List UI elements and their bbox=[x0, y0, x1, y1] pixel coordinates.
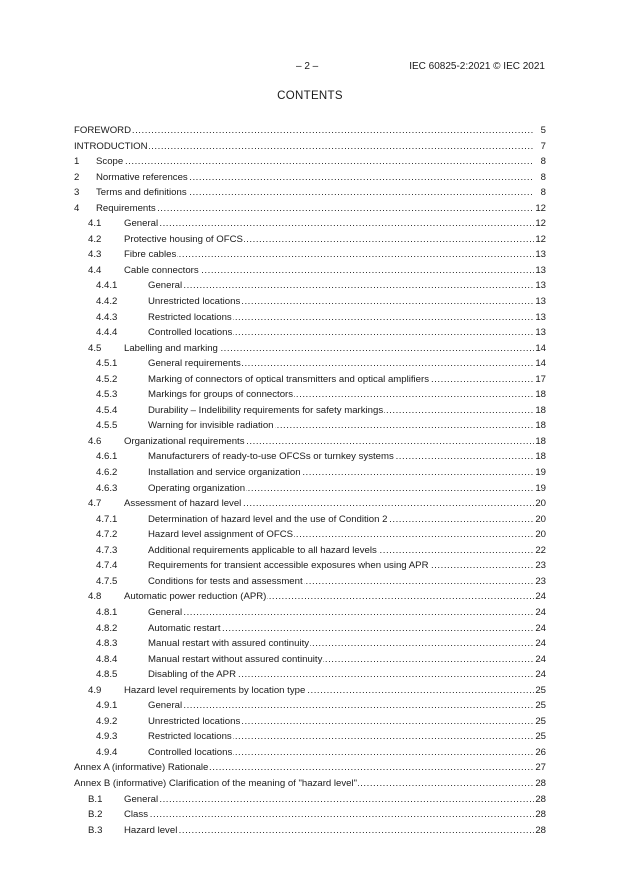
toc-entry-page: 5 bbox=[540, 125, 546, 136]
toc-entry-title: Requirements bbox=[96, 202, 156, 214]
toc-entry-title: Disabling of the APR bbox=[148, 669, 236, 681]
toc-entry-title: INTRODUCTION bbox=[74, 140, 148, 152]
toc-entry[interactable] bbox=[74, 449, 546, 465]
toc-entry-leader bbox=[148, 403, 534, 419]
toc-entry-title: Labelling and marking bbox=[124, 342, 218, 354]
toc-entry-title: Annex B (informative) Clarification of the meaning of "hazard level" bbox=[74, 777, 358, 789]
toc-entry-leader bbox=[148, 481, 534, 497]
toc-entry[interactable] bbox=[74, 465, 546, 481]
toc-entry-title: Restricted locations bbox=[148, 311, 232, 323]
toc-entry-title: General bbox=[148, 700, 183, 712]
toc-entry-number: 4.5.1 bbox=[96, 356, 117, 372]
toc-entry-leader bbox=[148, 621, 534, 637]
toc-entry-number: 4.7.5 bbox=[96, 574, 117, 590]
toc-entry-leader bbox=[148, 729, 534, 745]
toc-entry[interactable] bbox=[74, 341, 546, 357]
toc-entry[interactable] bbox=[74, 356, 546, 372]
toc-entry-leader bbox=[96, 154, 534, 170]
toc-entry-leader bbox=[74, 123, 534, 139]
toc-entry-page: 28 bbox=[535, 824, 546, 836]
toc-entry[interactable] bbox=[74, 481, 546, 497]
toc-entry[interactable] bbox=[74, 729, 546, 745]
toc-entry[interactable] bbox=[74, 496, 546, 512]
toc-entry-leader bbox=[124, 263, 534, 279]
toc-entry-page: 12 bbox=[535, 202, 546, 214]
toc-entry-number: 4.4.2 bbox=[96, 294, 117, 310]
toc-entry-number: 4.7.2 bbox=[96, 527, 117, 543]
toc-entry[interactable] bbox=[74, 216, 546, 232]
toc-entry-leader bbox=[148, 714, 534, 730]
toc-entry-page: 25 bbox=[535, 731, 546, 743]
toc-entry-page: 20 bbox=[535, 529, 546, 541]
toc-entry-title: FOREWORD bbox=[74, 125, 132, 136]
toc-entry-leader bbox=[148, 527, 534, 543]
toc-entry-number: 4.6.2 bbox=[96, 465, 117, 481]
toc-entry-leader bbox=[96, 170, 534, 186]
toc-entry-leader bbox=[148, 636, 534, 652]
toc-entry[interactable] bbox=[74, 698, 546, 714]
toc-entry-title: Annex A (informative) Rationale bbox=[74, 762, 209, 774]
toc-entry[interactable] bbox=[74, 636, 546, 652]
toc-entry-number: 4.8.4 bbox=[96, 652, 117, 668]
toc-entry-leader bbox=[148, 574, 534, 590]
toc-entry[interactable] bbox=[74, 589, 546, 605]
toc-entry-title: General requirements bbox=[148, 358, 241, 370]
toc-entry-leader bbox=[148, 356, 534, 372]
toc-entry-page: 20 bbox=[535, 513, 546, 525]
toc-entry-page: 14 bbox=[535, 358, 546, 370]
toc-entry-number: 4.9.4 bbox=[96, 745, 117, 761]
page-title: CONTENTS bbox=[277, 90, 343, 102]
toc-entry-page: 28 bbox=[535, 809, 546, 821]
toc-entry[interactable] bbox=[74, 714, 546, 730]
toc-entry-leader bbox=[148, 387, 534, 403]
toc-entry-page: 18 bbox=[535, 451, 546, 463]
toc-entry[interactable] bbox=[74, 574, 546, 590]
toc-entry-title: Class bbox=[124, 809, 148, 821]
toc-entry-number: 4.5.4 bbox=[96, 403, 117, 419]
toc-entry[interactable] bbox=[74, 372, 546, 388]
toc-entry-title: General bbox=[124, 793, 159, 805]
toc-entry-leader bbox=[124, 434, 534, 450]
toc-entry-page: 25 bbox=[535, 700, 546, 712]
toc-entry[interactable] bbox=[74, 263, 546, 279]
toc-entry-title: Hazard level assignment of OFCS bbox=[148, 529, 294, 541]
document-id: IEC 60825-2:2021 © IEC 2021 bbox=[409, 61, 545, 72]
toc-entry-title: Automatic restart bbox=[148, 622, 221, 634]
toc-entry-leader bbox=[124, 792, 534, 808]
toc-entry-page: 25 bbox=[535, 684, 546, 696]
toc-entry-number: 1 bbox=[74, 154, 79, 170]
toc-entry-leader bbox=[124, 232, 534, 248]
toc-entry-leader bbox=[124, 807, 534, 823]
toc-entry-title: Fibre cables bbox=[124, 249, 177, 261]
toc-entry[interactable] bbox=[74, 792, 546, 808]
toc-entry-page: 24 bbox=[535, 669, 546, 681]
toc-entry-number: 4.6.1 bbox=[96, 449, 117, 465]
toc-entry[interactable] bbox=[74, 667, 546, 683]
toc-entry-title: General bbox=[124, 218, 159, 230]
toc-entry-title: Controlled locations bbox=[148, 746, 233, 758]
toc-entry-leader bbox=[148, 745, 534, 761]
toc-entry-title: Warning for invisible radiation bbox=[148, 420, 274, 432]
toc-entry-title: Cable connectors bbox=[124, 264, 199, 276]
toc-entry[interactable] bbox=[74, 154, 546, 170]
toc-entry-number: 4.8.2 bbox=[96, 621, 117, 637]
toc-entry-title: Controlled locations bbox=[148, 327, 233, 339]
toc-entry-leader bbox=[148, 558, 534, 574]
toc-entry-number: 4.7.1 bbox=[96, 512, 117, 528]
toc-entry-page: 22 bbox=[535, 544, 546, 556]
toc-entry-leader bbox=[74, 139, 534, 155]
toc-entry[interactable] bbox=[74, 745, 546, 761]
toc-entry-number: B.2 bbox=[88, 807, 102, 823]
toc-entry-page: 24 bbox=[535, 606, 546, 618]
toc-entry-number: 4.1 bbox=[88, 216, 101, 232]
toc-entry-page: 27 bbox=[535, 762, 546, 774]
toc-entry-page: 19 bbox=[535, 467, 546, 479]
toc-entry[interactable] bbox=[74, 294, 546, 310]
toc-entry-leader bbox=[148, 294, 534, 310]
toc-entry-leader bbox=[96, 201, 534, 217]
toc-entry-leader bbox=[148, 449, 534, 465]
toc-entry-leader bbox=[74, 776, 534, 792]
toc-entry-number: 4.5.3 bbox=[96, 387, 117, 403]
toc-entry-number: 4.8 bbox=[88, 589, 101, 605]
toc-entry[interactable] bbox=[74, 512, 546, 528]
page-number: – 2 – bbox=[296, 61, 319, 72]
toc-entry-leader bbox=[148, 543, 534, 559]
toc-entry-number: 4.5.5 bbox=[96, 418, 117, 434]
table-of-contents bbox=[74, 123, 546, 838]
toc-entry[interactable] bbox=[74, 434, 546, 450]
toc-entry-number: 4.6 bbox=[88, 434, 101, 450]
toc-entry[interactable] bbox=[74, 652, 546, 668]
toc-entry-page: 23 bbox=[535, 560, 546, 572]
toc-entry-page: 13 bbox=[535, 296, 546, 308]
toc-entry-title: Unrestricted locations bbox=[148, 296, 241, 308]
toc-entry-page: 18 bbox=[535, 420, 546, 432]
toc-entry-number: 4.9.3 bbox=[96, 729, 117, 745]
toc-entry-leader bbox=[124, 589, 534, 605]
toc-entry-number: 4.2 bbox=[88, 232, 101, 248]
toc-entry[interactable] bbox=[74, 605, 546, 621]
toc-entry-leader bbox=[124, 683, 534, 699]
toc-entry-title: General bbox=[148, 280, 183, 292]
toc-entry-number: 4.7 bbox=[88, 496, 101, 512]
toc-entry-title: Marking of connectors of optical transmitters and optical amplifiers bbox=[148, 373, 430, 385]
toc-entry-number: 4.9.1 bbox=[96, 698, 117, 714]
toc-entry[interactable] bbox=[74, 170, 546, 186]
toc-entry-title: Automatic power reduction (APR) bbox=[124, 591, 267, 603]
toc-entry-number: 4.4.3 bbox=[96, 310, 117, 326]
toc-entry-title: Operating organization bbox=[148, 482, 246, 494]
toc-entry[interactable] bbox=[74, 139, 546, 155]
toc-entry-page: 19 bbox=[535, 482, 546, 494]
toc-entry-page: 18 bbox=[535, 389, 546, 401]
toc-entry-number: 4.8.5 bbox=[96, 667, 117, 683]
toc-entry-number: 3 bbox=[74, 185, 79, 201]
toc-entry[interactable] bbox=[74, 527, 546, 543]
toc-entry-number: 4.5 bbox=[88, 341, 101, 357]
toc-entry-title: Hazard level bbox=[124, 824, 178, 836]
toc-entry-page: 28 bbox=[535, 777, 546, 789]
toc-entry[interactable] bbox=[74, 232, 546, 248]
toc-entry-number: 4.3 bbox=[88, 247, 101, 263]
toc-entry-page: 24 bbox=[535, 591, 546, 603]
toc-entry-number: 4.5.2 bbox=[96, 372, 117, 388]
toc-entry-number: B.3 bbox=[88, 823, 102, 839]
toc-entry-title: Assessment of hazard level bbox=[124, 498, 242, 510]
toc-entry-number: 4.7.3 bbox=[96, 543, 117, 559]
toc-entry-number: 4.4 bbox=[88, 263, 101, 279]
toc-entry-page: 25 bbox=[535, 715, 546, 727]
toc-entry-title: Determination of hazard level and the use of Condition 2 bbox=[148, 513, 388, 525]
toc-entry[interactable] bbox=[74, 776, 546, 792]
toc-entry[interactable] bbox=[74, 760, 546, 776]
toc-entry-leader bbox=[148, 652, 534, 668]
toc-entry-page: 26 bbox=[535, 746, 546, 758]
toc-entry[interactable] bbox=[74, 278, 546, 294]
toc-entry-page: 8 bbox=[540, 171, 546, 183]
toc-entry-page: 7 bbox=[540, 140, 546, 152]
toc-entry-page: 24 bbox=[535, 638, 546, 650]
toc-entry[interactable] bbox=[74, 403, 546, 419]
toc-entry-page: 23 bbox=[535, 575, 546, 587]
toc-entry-title: Manufacturers of ready-to-use OFCSs or turnkey systems bbox=[148, 451, 394, 463]
toc-entry-title: Conditions for tests and assessment bbox=[148, 575, 303, 587]
toc-entry-number: 4 bbox=[74, 201, 79, 217]
toc-entry-title: Hazard level requirements by location type bbox=[124, 684, 306, 696]
toc-entry-leader bbox=[74, 760, 534, 776]
toc-entry-title: Requirements for transient accessible exposures when using APR bbox=[148, 560, 429, 572]
toc-entry-page: 20 bbox=[535, 498, 546, 510]
toc-entry-leader bbox=[124, 341, 534, 357]
toc-entry-title: General bbox=[148, 606, 183, 618]
toc-entry-leader bbox=[148, 325, 534, 341]
toc-entry-number: 2 bbox=[74, 170, 79, 186]
toc-entry-page: 24 bbox=[535, 622, 546, 634]
toc-entry-page: 17 bbox=[535, 373, 546, 385]
toc-entry-leader bbox=[148, 465, 534, 481]
toc-entry-title: Unrestricted locations bbox=[148, 715, 241, 727]
toc-entry-title: Organizational requirements bbox=[124, 435, 245, 447]
toc-entry[interactable] bbox=[74, 325, 546, 341]
toc-entry[interactable] bbox=[74, 621, 546, 637]
toc-entry[interactable] bbox=[74, 683, 546, 699]
toc-entry-title: Restricted locations bbox=[148, 731, 232, 743]
toc-entry-leader bbox=[148, 278, 534, 294]
toc-entry[interactable] bbox=[74, 201, 546, 217]
toc-entry-leader bbox=[96, 185, 534, 201]
toc-entry[interactable] bbox=[74, 123, 546, 139]
toc-entry[interactable] bbox=[74, 387, 546, 403]
toc-entry-leader bbox=[148, 310, 534, 326]
toc-entry-number: 4.9.2 bbox=[96, 714, 117, 730]
toc-entry-leader bbox=[124, 496, 534, 512]
toc-entry-leader bbox=[124, 823, 534, 839]
toc-entry-page: 13 bbox=[535, 264, 546, 276]
toc-entry[interactable] bbox=[74, 823, 546, 839]
toc-entry-leader bbox=[124, 216, 534, 232]
toc-entry-title: Durability – Indelibility requirements for safety markings bbox=[148, 404, 384, 416]
toc-entry-number: 4.7.4 bbox=[96, 558, 117, 574]
toc-entry-title: Installation and service organization bbox=[148, 467, 301, 479]
toc-entry[interactable] bbox=[74, 418, 546, 434]
toc-entry-title: Manual restart with assured continuity bbox=[148, 638, 310, 650]
toc-entry-page: 8 bbox=[540, 187, 546, 199]
toc-entry-leader bbox=[148, 372, 534, 388]
toc-entry-number: 4.4.4 bbox=[96, 325, 117, 341]
toc-entry[interactable] bbox=[74, 558, 546, 574]
toc-entry-page: 14 bbox=[535, 342, 546, 354]
toc-entry-leader bbox=[124, 247, 534, 263]
toc-entry-leader bbox=[148, 698, 534, 714]
toc-entry-title: Manual restart without assured continuity bbox=[148, 653, 323, 665]
toc-entry-leader bbox=[148, 418, 534, 434]
toc-entry[interactable] bbox=[74, 807, 546, 823]
toc-entry-title: Terms and definitions bbox=[96, 187, 187, 199]
toc-entry-page: 18 bbox=[535, 404, 546, 416]
page-header bbox=[0, 61, 620, 75]
toc-entry-title: Additional requirements applicable to all hazard levels bbox=[148, 544, 377, 556]
toc-entry-page: 28 bbox=[535, 793, 546, 805]
toc-entry-title: Markings for groups of connectors bbox=[148, 389, 294, 401]
toc-entry-page: 8 bbox=[540, 156, 546, 168]
toc-entry-number: 4.4.1 bbox=[96, 278, 117, 294]
toc-entry-page: 12 bbox=[535, 233, 546, 245]
toc-entry-number: 4.8.3 bbox=[96, 636, 117, 652]
toc-entry[interactable] bbox=[74, 185, 546, 201]
toc-entry-number: 4.6.3 bbox=[96, 481, 117, 497]
toc-entry-page: 12 bbox=[535, 218, 546, 230]
toc-entry-leader bbox=[148, 667, 534, 683]
toc-entry-leader bbox=[148, 605, 534, 621]
toc-entry-page: 24 bbox=[535, 653, 546, 665]
toc-entry-title: Scope bbox=[96, 156, 124, 168]
toc-entry-number: 4.9 bbox=[88, 683, 101, 699]
toc-entry-title: Normative references bbox=[96, 171, 188, 183]
toc-entry-number: B.1 bbox=[88, 792, 102, 808]
toc-entry-page: 18 bbox=[535, 435, 546, 447]
toc-entry-page: 13 bbox=[535, 280, 546, 292]
toc-entry-number: 4.8.1 bbox=[96, 605, 117, 621]
toc-entry-page: 13 bbox=[535, 327, 546, 339]
toc-entry[interactable] bbox=[74, 543, 546, 559]
toc-entry-leader bbox=[148, 512, 534, 528]
toc-entry[interactable] bbox=[74, 247, 546, 263]
toc-entry[interactable] bbox=[74, 310, 546, 326]
toc-entry-title: Protective housing of OFCS bbox=[124, 233, 243, 245]
toc-entry-page: 13 bbox=[535, 249, 546, 261]
toc-entry-page: 13 bbox=[535, 311, 546, 323]
